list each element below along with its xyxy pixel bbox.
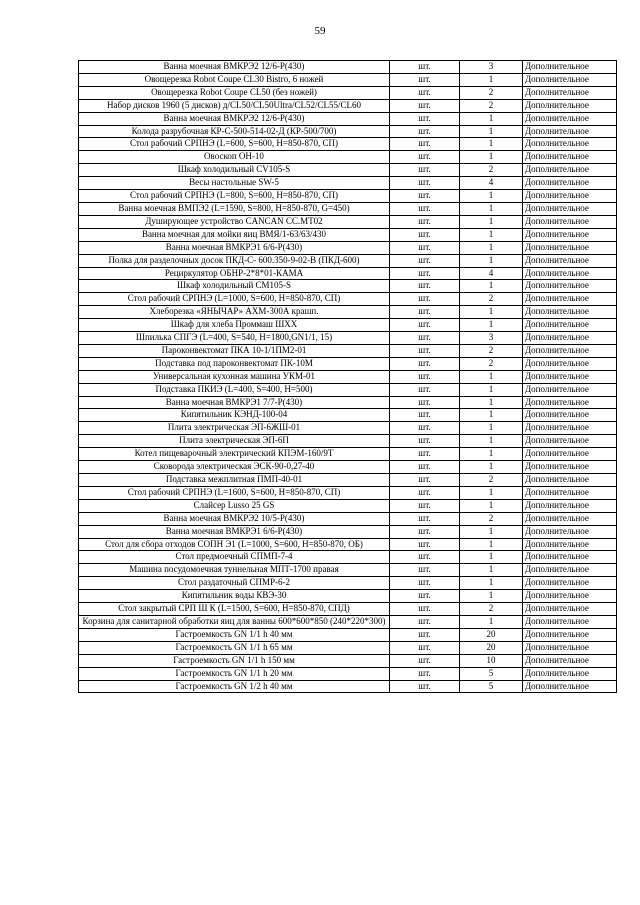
table-row [79, 125, 617, 138]
page-number: 59 [314, 25, 326, 37]
quantity-cell: 2 [460, 293, 523, 306]
quantity-cell: 1 [460, 435, 523, 448]
item-name-cell: Набор дисков 1960 (5 дисков) д/CL50/CL50Ultra/CL52/CL55/CL60 [79, 99, 390, 112]
table-row [79, 564, 617, 577]
quantity-cell: 1 [460, 499, 523, 512]
equipment-type-cell: Дополнительное [523, 267, 617, 280]
item-name-cell: Стол раздаточный СПМР-6-2 [79, 577, 390, 590]
table-row [79, 112, 617, 125]
item-name-cell: Стол для сбора отходов СОПН Э1 (L=1000, S=600, H=850-870, ОБ) [79, 538, 390, 551]
equipment-type-cell: Дополнительное [523, 164, 617, 177]
item-name-cell: Весы настольные SW-5 [79, 177, 390, 190]
table-row [79, 177, 617, 190]
quantity-cell: 4 [460, 267, 523, 280]
equipment-type-cell: Дополнительное [523, 177, 617, 190]
quantity-cell: 1 [460, 241, 523, 254]
equipment-type-cell: Дополнительное [523, 319, 617, 332]
item-name-cell: Ванна моечная ВМКРЭ2 10/5-Р(430) [79, 512, 390, 525]
table-row [79, 641, 617, 654]
quantity-cell: 1 [460, 370, 523, 383]
item-name-cell: Хлеборезка «ЯНЫЧАР» АХМ-300А крашп. [79, 306, 390, 319]
table-row [79, 486, 617, 499]
equipment-type-cell: Дополнительное [523, 202, 617, 215]
unit-cell: шт. [390, 422, 460, 435]
table-row [79, 499, 617, 512]
table-row [79, 215, 617, 228]
item-name-cell: Слайсер Lusso 25 GS [79, 499, 390, 512]
equipment-type-cell: Дополнительное [523, 409, 617, 422]
unit-cell: шт. [390, 551, 460, 564]
equipment-type-cell: Дополнительное [523, 86, 617, 99]
quantity-cell: 1 [460, 486, 523, 499]
unit-cell: шт. [390, 99, 460, 112]
unit-cell: шт. [390, 474, 460, 487]
table-row [79, 370, 617, 383]
unit-cell: шт. [390, 202, 460, 215]
quantity-cell: 2 [460, 99, 523, 112]
item-name-cell: Стол рабочий СРПНЭ (L=1000, S=600, H=850-870, СП) [79, 293, 390, 306]
item-name-cell: Гастроемкость GN 1/1 h 150 мм [79, 654, 390, 667]
quantity-cell: 1 [460, 551, 523, 564]
unit-cell: шт. [390, 215, 460, 228]
equipment-type-cell: Дополнительное [523, 667, 617, 680]
item-name-cell: Душирующее устройство CANCAN CC.MT02 [79, 215, 390, 228]
unit-cell: шт. [390, 138, 460, 151]
quantity-cell: 3 [460, 332, 523, 345]
table-row [79, 461, 617, 474]
unit-cell: шт. [390, 538, 460, 551]
item-name-cell: Корзина для санитарной обработки яиц для ванны 600*600*850 (240*220*300) [79, 615, 390, 628]
quantity-cell: 1 [460, 112, 523, 125]
item-name-cell: Ванна моечная ВМПЭ2 (L=1590, S=800, H=850-870, G=450) [79, 202, 390, 215]
item-name-cell: Пароконвектомат ПКА 10-1/1ПМ2-01 [79, 344, 390, 357]
item-name-cell: Овощерезка Robot Coupe CL50 (без ножей) [79, 86, 390, 99]
table-row [79, 241, 617, 254]
unit-cell: шт. [390, 512, 460, 525]
equipment-type-cell: Дополнительное [523, 577, 617, 590]
quantity-cell: 2 [460, 512, 523, 525]
quantity-cell: 1 [460, 215, 523, 228]
unit-cell: шт. [390, 628, 460, 641]
item-name-cell: Ванна моечная ВМКРЭ1 6/6-Р(430) [79, 525, 390, 538]
quantity-cell: 2 [460, 344, 523, 357]
quantity-cell: 1 [460, 306, 523, 319]
equipment-type-cell: Дополнительное [523, 590, 617, 603]
unit-cell: шт. [390, 603, 460, 616]
table-row [79, 357, 617, 370]
quantity-cell: 1 [460, 448, 523, 461]
equipment-type-cell: Дополнительное [523, 190, 617, 203]
item-name-cell: Стол рабочий СРПНЭ (L=600, S=600, H=850-870, СП) [79, 138, 390, 151]
equipment-type-cell: Дополнительное [523, 151, 617, 164]
unit-cell: шт. [390, 267, 460, 280]
equipment-type-cell: Дополнительное [523, 73, 617, 86]
unit-cell: шт. [390, 241, 460, 254]
table-row [79, 474, 617, 487]
unit-cell: шт. [390, 306, 460, 319]
table-row [79, 448, 617, 461]
unit-cell: шт. [390, 293, 460, 306]
table-row [79, 628, 617, 641]
equipment-type-cell: Дополнительное [523, 564, 617, 577]
table-row [79, 138, 617, 151]
item-name-cell: Стол рабочий СРПНЭ (L=1600, S=600, H=850-870, СП) [79, 486, 390, 499]
quantity-cell: 5 [460, 680, 523, 693]
equipment-type-cell: Дополнительное [523, 228, 617, 241]
equipment-type-cell: Дополнительное [523, 448, 617, 461]
equipment-type-cell: Дополнительное [523, 99, 617, 112]
quantity-cell: 10 [460, 654, 523, 667]
item-name-cell: Подставка под пароконвектомат ПК-10М [79, 357, 390, 370]
equipment-type-cell: Дополнительное [523, 215, 617, 228]
quantity-cell: 1 [460, 590, 523, 603]
equipment-type-cell: Дополнительное [523, 344, 617, 357]
quantity-cell: 1 [460, 577, 523, 590]
table-row [79, 254, 617, 267]
quantity-cell: 1 [460, 190, 523, 203]
item-name-cell: Ванна моечная ВМКРЭ2 12/6-Р(430) [79, 112, 390, 125]
equipment-type-cell: Дополнительное [523, 628, 617, 641]
item-name-cell: Сковорода электрическая ЭСК-90-0,27-40 [79, 461, 390, 474]
unit-cell: шт. [390, 254, 460, 267]
unit-cell: шт. [390, 435, 460, 448]
equipment-table [78, 60, 617, 693]
item-name-cell: Рециркулятор ОБНР-2*8*01-КАМА [79, 267, 390, 280]
unit-cell: шт. [390, 590, 460, 603]
equipment-type-cell: Дополнительное [523, 293, 617, 306]
equipment-type-cell: Дополнительное [523, 654, 617, 667]
unit-cell: шт. [390, 73, 460, 86]
equipment-type-cell: Дополнительное [523, 138, 617, 151]
unit-cell: шт. [390, 383, 460, 396]
item-name-cell: Подставка межплитная ПМП-40-01 [79, 474, 390, 487]
item-name-cell: Плита электрическая ЭП-6ЖШ-01 [79, 422, 390, 435]
quantity-cell: 1 [460, 125, 523, 138]
table-row [79, 577, 617, 590]
quantity-cell: 1 [460, 525, 523, 538]
unit-cell: шт. [390, 654, 460, 667]
item-name-cell: Гастроемкость GN 1/2 h 40 мм [79, 680, 390, 693]
equipment-type-cell: Дополнительное [523, 435, 617, 448]
item-name-cell: Ванна моечная для мойки яиц ВМЯ/1-63/63/430 [79, 228, 390, 241]
quantity-cell: 5 [460, 667, 523, 680]
item-name-cell: Котел пищеварочный электрический КПЭМ-160/9Т [79, 448, 390, 461]
table-row [79, 654, 617, 667]
table-row [79, 151, 617, 164]
equipment-type-cell: Дополнительное [523, 241, 617, 254]
equipment-type-cell: Дополнительное [523, 280, 617, 293]
equipment-type-cell: Дополнительное [523, 641, 617, 654]
quantity-cell: 2 [460, 86, 523, 99]
quantity-cell: 1 [460, 461, 523, 474]
unit-cell: шт. [390, 525, 460, 538]
item-name-cell: Полка для разделочных досок ПКД-С- 600.350-9-02-В (ПКД-600) [79, 254, 390, 267]
unit-cell: шт. [390, 461, 460, 474]
item-name-cell: Универсальная кухонная машина УКМ-01 [79, 370, 390, 383]
equipment-type-cell: Дополнительное [523, 396, 617, 409]
unit-cell: шт. [390, 680, 460, 693]
table-row [79, 525, 617, 538]
table-row [79, 293, 617, 306]
equipment-type-cell: Дополнительное [523, 306, 617, 319]
unit-cell: шт. [390, 448, 460, 461]
table-row [79, 667, 617, 680]
item-name-cell: Машина посудомоечная туннельная МПТ-1700 правая [79, 564, 390, 577]
unit-cell: шт. [390, 228, 460, 241]
unit-cell: шт. [390, 332, 460, 345]
table-row [79, 164, 617, 177]
item-name-cell: Шкаф холодильный CM105-S [79, 280, 390, 293]
equipment-type-cell: Дополнительное [523, 61, 617, 74]
unit-cell: шт. [390, 409, 460, 422]
equipment-type-cell: Дополнительное [523, 551, 617, 564]
quantity-cell: 1 [460, 319, 523, 332]
table-row [79, 383, 617, 396]
equipment-type-cell: Дополнительное [523, 486, 617, 499]
unit-cell: шт. [390, 125, 460, 138]
table-row [79, 344, 617, 357]
unit-cell: шт. [390, 641, 460, 654]
table-row [79, 538, 617, 551]
table-row [79, 603, 617, 616]
equipment-type-cell: Дополнительное [523, 383, 617, 396]
unit-cell: шт. [390, 564, 460, 577]
item-name-cell: Ванна моечная ВМКРЭ2 12/6-Р(430) [79, 61, 390, 74]
quantity-cell: 1 [460, 383, 523, 396]
unit-cell: шт. [390, 190, 460, 203]
table-row [79, 228, 617, 241]
table-row [79, 86, 617, 99]
unit-cell: шт. [390, 577, 460, 590]
unit-cell: шт. [390, 499, 460, 512]
unit-cell: шт. [390, 486, 460, 499]
unit-cell: шт. [390, 151, 460, 164]
unit-cell: шт. [390, 370, 460, 383]
table-row [79, 435, 617, 448]
equipment-type-cell: Дополнительное [523, 125, 617, 138]
item-name-cell: Шкаф для хлеба Проммаш ШХХ [79, 319, 390, 332]
table-row [79, 332, 617, 345]
quantity-cell: 1 [460, 422, 523, 435]
unit-cell: шт. [390, 177, 460, 190]
item-name-cell: Овоскоп ОН-10 [79, 151, 390, 164]
quantity-cell: 1 [460, 564, 523, 577]
item-name-cell: Гастроемкость GN 1/1 h 20 мм [79, 667, 390, 680]
item-name-cell: Кипятильник КЭНД-100-04 [79, 409, 390, 422]
equipment-type-cell: Дополнительное [523, 461, 617, 474]
equipment-type-cell: Дополнительное [523, 680, 617, 693]
item-name-cell: Ванна моечная ВМКРЭ1 6/6-Р(430) [79, 241, 390, 254]
item-name-cell: Гастроемкость GN 1/1 h 65 мм [79, 641, 390, 654]
table-row [79, 73, 617, 86]
table-row [79, 190, 617, 203]
item-name-cell: Овощерезка Robot Coupe CL30 Bistro, 6 ножей [79, 73, 390, 86]
table-row [79, 680, 617, 693]
equipment-type-cell: Дополнительное [523, 357, 617, 370]
equipment-type-cell: Дополнительное [523, 525, 617, 538]
quantity-cell: 2 [460, 474, 523, 487]
equipment-type-cell: Дополнительное [523, 332, 617, 345]
quantity-cell: 20 [460, 641, 523, 654]
equipment-type-cell: Дополнительное [523, 422, 617, 435]
quantity-cell: 1 [460, 615, 523, 628]
table-row [79, 99, 617, 112]
equipment-type-cell: Дополнительное [523, 615, 617, 628]
quantity-cell: 1 [460, 73, 523, 86]
table-row [79, 280, 617, 293]
table-row [79, 409, 617, 422]
item-name-cell: Стол рабочий СРПНЭ (L=800, S=600, H=850-870, СП) [79, 190, 390, 203]
item-name-cell: Ванна моечная ВМКРЭ1 7/7-Р(430) [79, 396, 390, 409]
table-row [79, 615, 617, 628]
equipment-type-cell: Дополнительное [523, 499, 617, 512]
unit-cell: шт. [390, 112, 460, 125]
equipment-type-cell: Дополнительное [523, 370, 617, 383]
quantity-cell: 4 [460, 177, 523, 190]
table-row [79, 396, 617, 409]
item-name-cell: Плита электрическая ЭП-6П [79, 435, 390, 448]
unit-cell: шт. [390, 280, 460, 293]
quantity-cell: 1 [460, 409, 523, 422]
table-row [79, 267, 617, 280]
quantity-cell: 1 [460, 538, 523, 551]
equipment-type-cell: Дополнительное [523, 512, 617, 525]
quantity-cell: 1 [460, 202, 523, 215]
quantity-cell: 1 [460, 228, 523, 241]
unit-cell: шт. [390, 319, 460, 332]
unit-cell: шт. [390, 396, 460, 409]
unit-cell: шт. [390, 86, 460, 99]
quantity-cell: 1 [460, 280, 523, 293]
quantity-cell: 20 [460, 628, 523, 641]
table-row [79, 422, 617, 435]
unit-cell: шт. [390, 344, 460, 357]
quantity-cell: 1 [460, 138, 523, 151]
table-row [79, 551, 617, 564]
item-name-cell: Подставка ПКИЭ (L=400, S=400, H=500) [79, 383, 390, 396]
equipment-type-cell: Дополнительное [523, 603, 617, 616]
item-name-cell: Стол предмоечный СПМП-7-4 [79, 551, 390, 564]
item-name-cell: Колода разрубочная КР-С-500-514-02-Д (КР-500/700) [79, 125, 390, 138]
item-name-cell: Шпилька СПГЭ (L=400, S=540, H=1800,GN1/1, 15) [79, 332, 390, 345]
quantity-cell: 1 [460, 396, 523, 409]
quantity-cell: 2 [460, 357, 523, 370]
table-row [79, 319, 617, 332]
unit-cell: шт. [390, 164, 460, 177]
unit-cell: шт. [390, 357, 460, 370]
equipment-type-cell: Дополнительное [523, 254, 617, 267]
quantity-cell: 1 [460, 254, 523, 267]
table-row [79, 306, 617, 319]
equipment-table-body [79, 61, 617, 693]
quantity-cell: 3 [460, 61, 523, 74]
item-name-cell: Шкаф холодильный CV105-S [79, 164, 390, 177]
quantity-cell: 1 [460, 151, 523, 164]
equipment-type-cell: Дополнительное [523, 538, 617, 551]
unit-cell: шт. [390, 667, 460, 680]
table-row [79, 590, 617, 603]
equipment-type-cell: Дополнительное [523, 474, 617, 487]
table-row [79, 61, 617, 74]
table-row [79, 512, 617, 525]
quantity-cell: 2 [460, 603, 523, 616]
unit-cell: шт. [390, 615, 460, 628]
item-name-cell: Гастроемкость GN 1/1 h 40 мм [79, 628, 390, 641]
quantity-cell: 2 [460, 164, 523, 177]
equipment-type-cell: Дополнительное [523, 112, 617, 125]
item-name-cell: Стол закрытый СРП Ш К (L=1500, S=600, H=850-870, СПД) [79, 603, 390, 616]
unit-cell: шт. [390, 61, 460, 74]
table-row [79, 202, 617, 215]
item-name-cell: Кипятильник воды КВЭ-30 [79, 590, 390, 603]
